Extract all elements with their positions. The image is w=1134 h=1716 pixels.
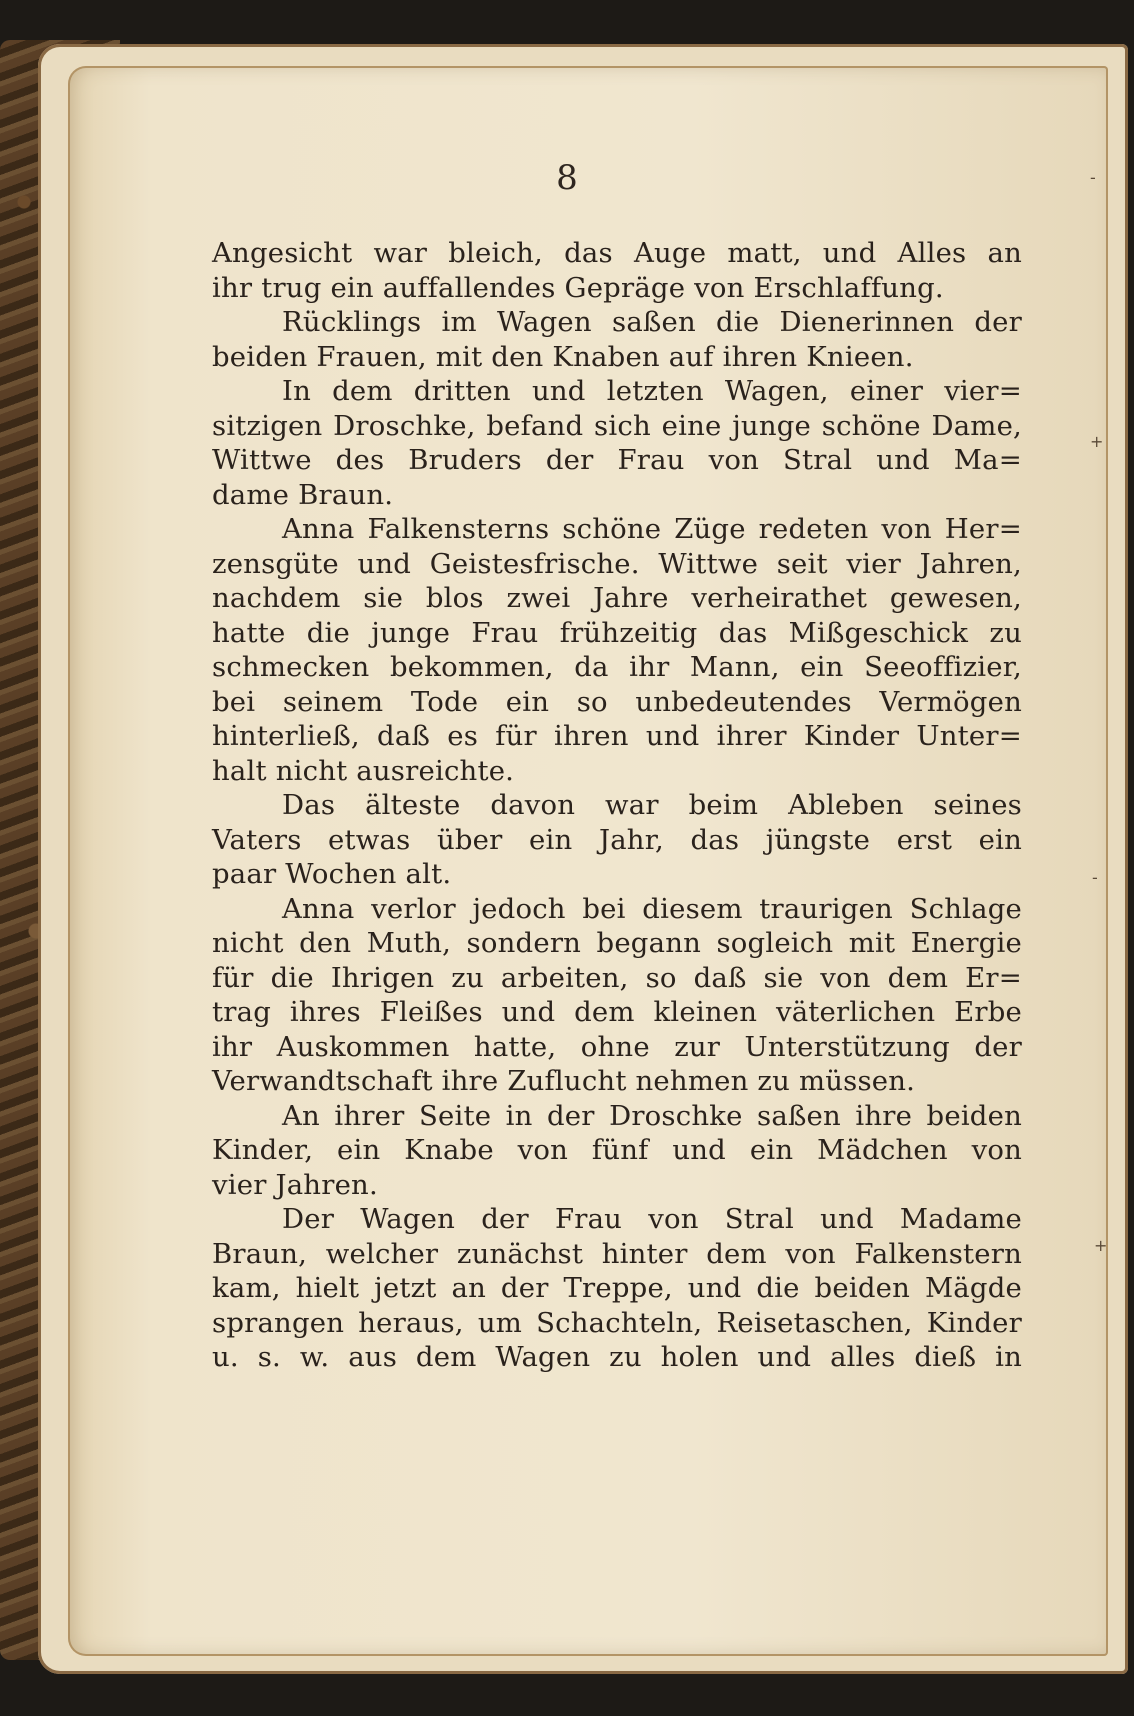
text-line: Kinder, ein Knabe von fünf und ein Mädchen von: [212, 1134, 1022, 1166]
text-line: schmecken bekommen, da ihr Mann, ein Seeoffizier,: [212, 651, 1022, 683]
text-line: Das älteste davon war beim Ableben seines: [282, 789, 1022, 821]
text-line: paar Wochen alt.: [212, 858, 452, 890]
text-line: u. s. w. aus dem Wagen zu holen und alles dieß in: [212, 1341, 1022, 1373]
text-line: Angesicht war bleich, das Auge matt, und Alles an: [212, 237, 1022, 269]
text-line: hatte die junge Frau frühzeitig das Mißgeschick zu: [212, 616, 1022, 649]
text-line: nicht den Muth, sondern begann sogleich mit Energie: [212, 927, 1022, 959]
text-line: Wittwe des Bruders der Frau von Stral und Ma=: [212, 444, 1022, 476]
text-line: sprangen heraus, um Schachteln, Reisetaschen, Kinder: [212, 1306, 1022, 1339]
text-line: nachdem sie blos zwei Jahre verheirathet gewesen,: [212, 582, 1022, 614]
text-line: ihr trug ein auffallendes Gepräge von Erschlaffung.: [212, 271, 944, 304]
text-line: Braun, welcher zunächst hinter dem von Falkenstern: [212, 1237, 1022, 1270]
text-line: sitzigen Droschke, befand sich eine junge schöne Dame,: [212, 409, 1022, 442]
text-line: vier Jahren.: [212, 1168, 378, 1201]
text-line: bei seinem Tode ein so unbedeutendes Vermögen: [212, 685, 1022, 718]
text-line: dame Braun.: [212, 478, 394, 511]
page-edge-mark: +: [1090, 432, 1104, 451]
text-line: zensgüte und Geistesfrische. Wittwe seit vier Jahren,: [212, 547, 1022, 580]
text-line: Anna verlor jedoch bei diesem traurigen Schlage: [282, 892, 1022, 925]
page-number: 8: [556, 158, 578, 198]
text-line: ihr Auskommen hatte, ohne zur Unterstützung der: [212, 1030, 1022, 1063]
page-edge-mark: +: [1094, 1236, 1108, 1255]
text-line: kam, hielt jetzt an der Treppe, und die beiden Mägde: [212, 1272, 1022, 1304]
text-line: Der Wagen der Frau von Stral und Madame: [282, 1203, 1022, 1235]
text-line: Verwandtschaft ihre Zuflucht nehmen zu müssen.: [212, 1065, 916, 1097]
text-line: trag ihres Fleißes und dem kleinen väterlichen Erbe: [212, 996, 1022, 1028]
page-edge-mark: -: [1090, 168, 1096, 187]
text-line: Vaters etwas über ein Jahr, das jüngste erst ein: [212, 823, 1022, 856]
text-line: für die Ihrigen zu arbeiten, so daß sie von dem Er=: [212, 961, 1022, 994]
text-line: In dem dritten und letzten Wagen, einer vier=: [282, 375, 1022, 407]
text-line: hinterließ, daß es für ihren und ihrer Kinder Unter=: [212, 720, 1022, 752]
body-text: [212, 236, 1022, 1375]
text-line: beiden Frauen, mit den Knaben auf ihren Knieen.: [212, 340, 914, 373]
page-edge-mark: -: [1092, 868, 1098, 887]
text-line: Anna Falkensterns schöne Züge redeten von Her=: [282, 513, 1022, 545]
text-line: An ihrer Seite in der Droschke saßen ihre beiden: [282, 1099, 1022, 1132]
text-line: halt nicht ausreichte.: [212, 754, 515, 787]
text-line: Rücklings im Wagen saßen die Dienerinnen der: [282, 306, 1022, 338]
